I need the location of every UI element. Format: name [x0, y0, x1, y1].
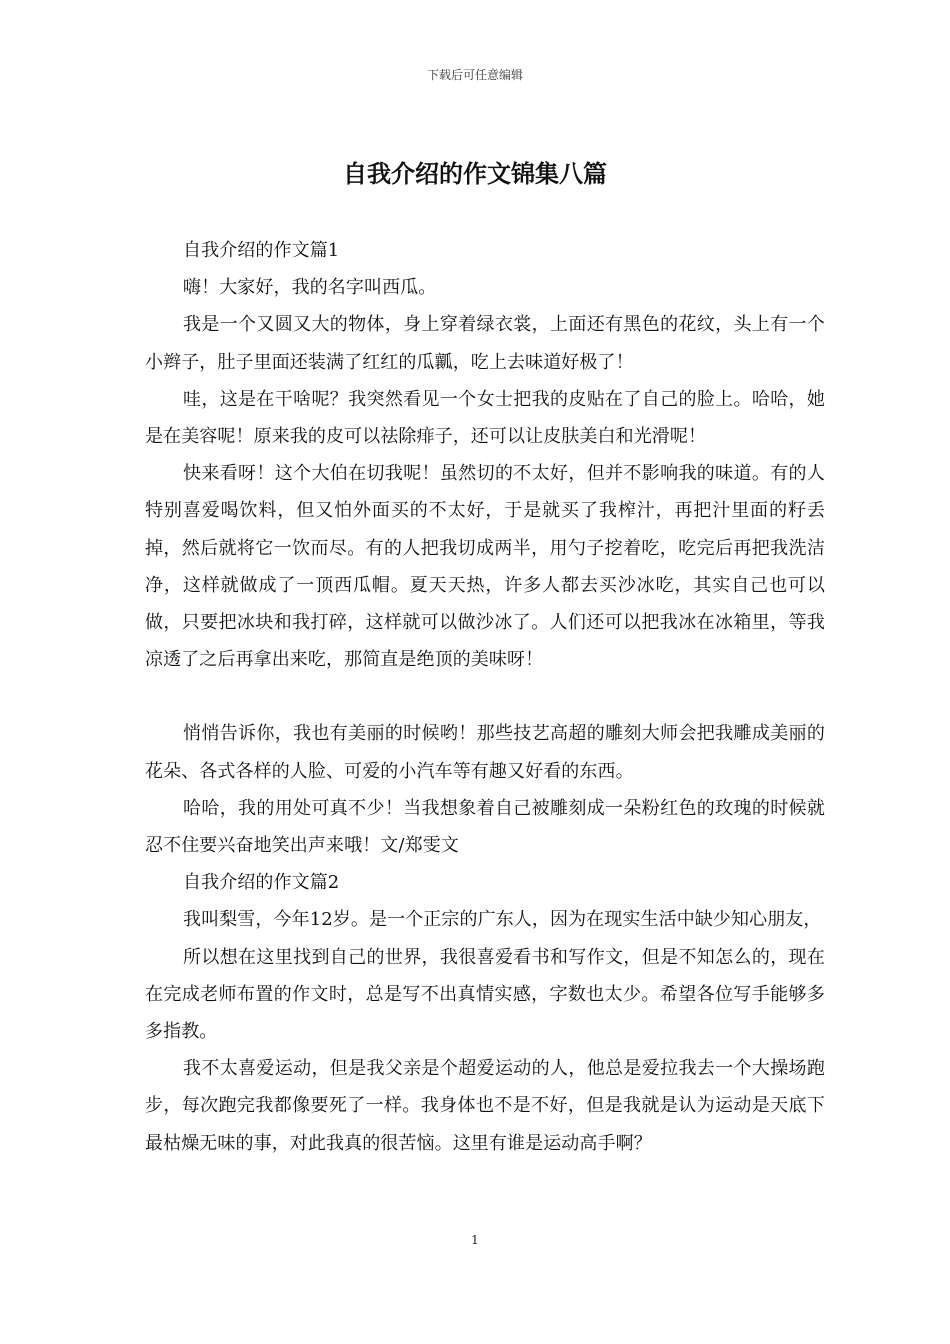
document-body: [145, 232, 825, 1162]
section-heading-2: 自我介绍的作文篇2: [183, 872, 340, 894]
paragraph: 哇，这是在干啥呢？我突然看见一个女士把我的皮贴在了自己的脸上。哈哈，她是在美容呢！原来我的皮可以祛除痱子，还可以让皮肤美白和光滑呢！: [145, 388, 825, 448]
paragraph: 我叫梨雪，今年12岁。是一个正宗的广东人，因为在现实生活中缺少知心朋友，: [183, 909, 822, 931]
paragraph-spacer: [145, 678, 825, 715]
paragraph: 哈哈，我的用处可真不少！当我想象着自己被雕刻成一朵粉红色的玫瑰的时候就忍不住要兴奋地笑出声来哦！文/郑雯文: [145, 797, 825, 857]
paragraph: 所以想在这里找到自己的世界，我很喜爱看书和写作文，但是不知怎么的，现在在完成老师布置的作文时，总是写不出真情实感，字数也太少。希望各位写手能够多多指教。: [145, 946, 825, 1043]
page-number: 1: [471, 1233, 479, 1247]
section-heading-1: 自我介绍的作文篇1: [183, 240, 340, 261]
header-note: 下载后可任意编辑: [426, 68, 523, 82]
paragraph: 快来看呀！这个大伯在切我呢！虽然切的不太好，但并不影响我的味道。有的人特别喜爱喝饮料，但又怕外面买的不太好，于是就买了我榨汁，再把汁里面的籽丢掉，然后就将它一饮而尽。有的人把我切成两半，用勺子挖着吃，吃完后再把我洗洁净，这样就做成了一顶西瓜帽。夏天天热，许多人都去买沙冰吃，其实自己也可以做，只要把冰块和我打碎，这样就可以做沙冰了。人们还可以把我冰在冰箱里，等我凉透了之后再拿出来吃，那简直是绝顶的美味呀！: [145, 463, 825, 671]
document-title: 自我介绍的作文锦集八篇: [343, 160, 607, 188]
paragraph: 悄悄告诉你，我也有美丽的时候哟！那些技艺高超的雕刻大师会把我雕成美丽的花朵、各式各样的人脸、可爱的小汽车等有趣又好看的东西。: [145, 723, 825, 782]
paragraph: 我是一个又圆又大的物体，身上穿着绿衣裳，上面还有黑色的花纹，头上有一个小辫子，肚子里面还装满了红红的瓜瓤，吃上去味道好极了！: [145, 314, 825, 373]
paragraph: 嗨！大家好，我的名字叫西瓜。: [183, 277, 437, 299]
paragraph: 我不太喜爱运动，但是我父亲是个超爱运动的人，他总是爱拉我去一个大操场跑步，每次跑完我都像要死了一样。我身体也不是不好，但是我就是认为运动是天底下最枯燥无味的事，对此我真的很苦恼。这里有谁是运动高手啊？: [145, 1058, 825, 1154]
